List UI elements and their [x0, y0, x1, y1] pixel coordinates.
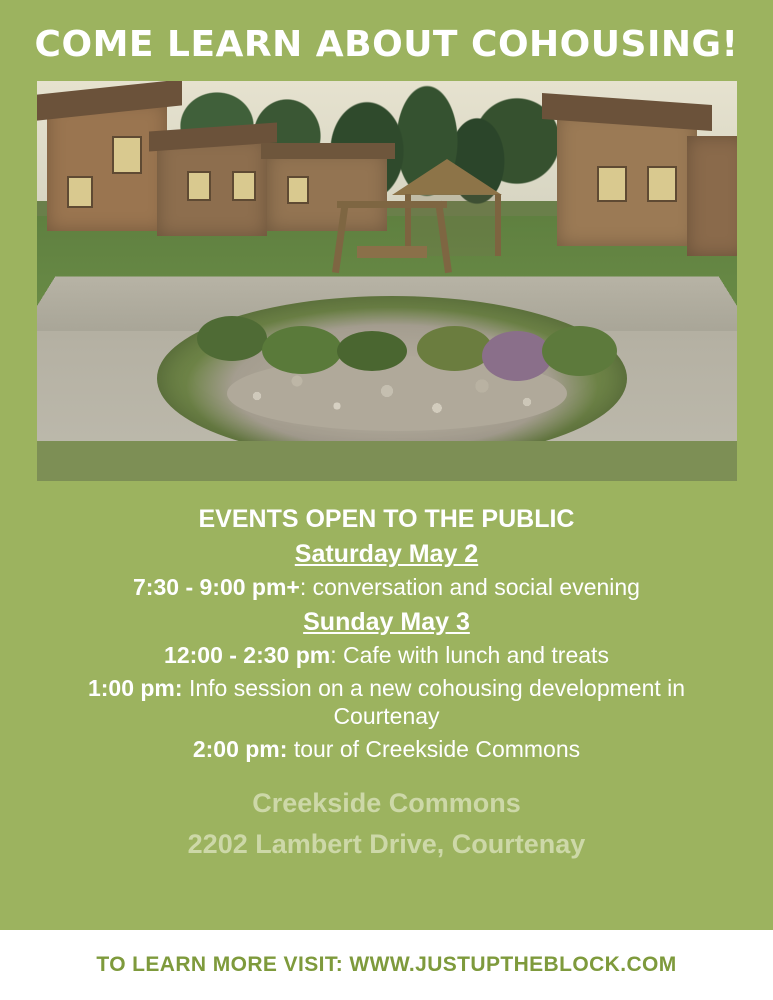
photo-shrub	[262, 326, 342, 374]
photo-window	[112, 136, 142, 174]
photo-roof-mid	[261, 143, 395, 159]
photo-house-right-b	[687, 136, 737, 256]
page-title: COME LEARN ABOUT COHOUSING!	[34, 24, 739, 65]
photo-swing-seat	[357, 246, 427, 258]
day-label-sunday: Sunday May 3	[303, 607, 470, 636]
event-description: conversation and social evening	[312, 574, 640, 600]
photo-window	[647, 166, 677, 202]
event-time: 7:30 - 9:00 pm+	[133, 574, 300, 600]
photo-window	[597, 166, 627, 202]
footer-website-text[interactable]: TO LEARN MORE VISIT: WWW.JUSTUPTHEBLOCK.COM	[96, 953, 677, 976]
photo-shrub	[197, 316, 267, 361]
event-time: 1:00 pm:	[87, 674, 183, 701]
venue-name: Creekside Commons	[252, 787, 521, 818]
event-separator: :	[299, 574, 313, 600]
event-row	[37, 641, 737, 670]
events-block	[37, 495, 737, 860]
photo-window	[287, 176, 309, 204]
event-description: Cafe with lunch and treats	[343, 641, 609, 668]
photo-flowering-shrub	[482, 331, 552, 381]
footer-bar	[0, 930, 773, 1000]
photo-window	[67, 176, 93, 208]
event-row	[37, 674, 737, 732]
photo-gazebo-roof	[392, 159, 502, 195]
photo-window	[232, 171, 256, 201]
photo-shrub	[337, 331, 407, 371]
venue-address: 2202 Lambert Drive, Courtenay	[187, 828, 586, 859]
event-separator: :	[330, 641, 344, 668]
event-time: 2:00 pm:	[192, 736, 288, 762]
photo-house-left-a	[47, 101, 167, 231]
photo-shrub	[417, 326, 492, 371]
event-row	[37, 573, 737, 602]
photo-window	[187, 171, 211, 201]
cohousing-community-photo	[37, 81, 737, 481]
photo-shrub	[542, 326, 617, 376]
events-heading: EVENTS OPEN TO THE PUBLIC	[198, 505, 575, 533]
event-time: 12:00 - 2:30 pm	[164, 641, 331, 668]
event-row	[37, 735, 737, 764]
day-label-saturday: Saturday May 2	[294, 540, 479, 568]
photo-foreground-grass	[37, 441, 737, 481]
photo-swing-frame	[337, 201, 447, 278]
event-description: tour of Creekside Commons	[293, 736, 581, 762]
event-description: Info session on a new cohousing development in Courtenay	[188, 674, 686, 730]
